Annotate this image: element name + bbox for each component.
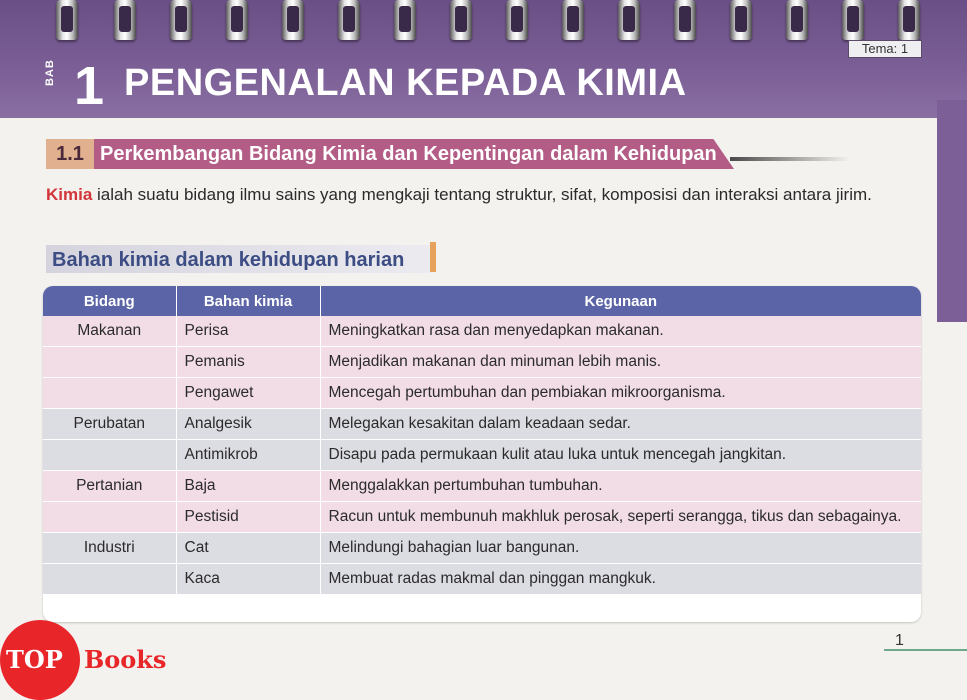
spiral-ring [170,0,192,40]
cell-bahan: Kaca [176,564,320,595]
cell-kegunaan: Meningkatkan rasa dan menyedapkan makanan. [320,316,921,347]
cell-bahan: Perisa [176,316,320,347]
chapter-number: 1 [74,56,105,116]
table-row [43,533,921,564]
cell-kegunaan: Melindungi bahagian luar bangunan. [320,533,921,564]
spiral-ring [786,0,808,40]
subheading-accent [430,242,436,272]
cell-kegunaan: Membuat radas makmal dan pinggan mangkuk. [320,564,921,595]
chemicals-table [43,286,921,622]
cell-kegunaan: Menggalakkan pertumbuhan tumbuhan. [320,471,921,502]
table-row [43,347,921,378]
cell-bahan: Baja [176,471,320,502]
cell-kegunaan: Melegakan kesakitan dalam keadaan sedar. [320,409,921,440]
cell-bidang: Industri [43,533,176,564]
column-header-bahan-kimia: Bahan kimia [176,286,320,316]
spiral-ring [506,0,528,40]
column-header-kegunaan: Kegunaan [320,286,921,316]
cell-bidang: Makanan [43,316,176,347]
table-row [43,409,921,440]
table-header-row [43,286,921,316]
section-bar-tail [730,157,850,161]
spiral-ring [226,0,248,40]
cell-bahan: Cat [176,533,320,564]
table-row [43,502,921,533]
spiral-ring [56,0,78,40]
spiral-ring [730,0,752,40]
table-row [43,316,921,347]
cell-kegunaan: Menjadikan makanan dan minuman lebih manis. [320,347,921,378]
cell-kegunaan: Racun untuk membunuh makhluk perosak, seperti serangga, tikus dan sebagainya. [320,502,921,533]
cell-kegunaan: Mencegah pertumbuhan dan pembiakan mikroorganisma. [320,378,921,409]
cell-bidang: Perubatan [43,409,176,440]
spiral-binding [0,0,967,42]
spiral-ring [282,0,304,40]
table-row [43,440,921,471]
subheading-title: Bahan kimia dalam kehidupan harian [52,249,405,271]
cell-bidang: Pertanian [43,471,176,502]
spiral-ring [450,0,472,40]
spiral-ring [394,0,416,40]
cell-bahan: Pengawet [176,378,320,409]
table-row [43,378,921,409]
cell-bidang [43,347,176,378]
chapter-title: PENGENALAN KEPADA KIMIA [124,62,687,104]
spiral-ring [842,0,864,40]
cell-bidang [43,564,176,595]
spiral-ring [114,0,136,40]
topbooks-logo-top: TOP [6,645,63,674]
spiral-ring [618,0,640,40]
cell-bahan: Pestisid [176,502,320,533]
right-side-band [937,100,967,322]
spiral-ring [562,0,584,40]
bab-label: BAB [44,59,56,86]
page-number: 1 [895,632,904,649]
section-title: Perkembangan Bidang Kimia dan Kepentingan dalam Kehidupan [100,143,717,165]
page-number-line [884,649,967,651]
cell-bidang [43,378,176,409]
cell-kegunaan: Disapu pada permukaan kulit atau luka untuk mencegah jangkitan. [320,440,921,471]
cell-bidang [43,502,176,533]
cell-bahan: Pemanis [176,347,320,378]
spiral-ring [674,0,696,40]
section-number: 1.1 [46,139,94,169]
cell-bidang [43,440,176,471]
topbooks-logo-books: Books [84,645,167,674]
definition-keyword: Kimia [46,185,93,204]
definition-paragraph [46,182,920,207]
table-row [43,471,921,502]
column-header-bidang: Bidang [43,286,176,316]
tema-badge: Tema: 1 [848,40,922,58]
table-row [43,564,921,595]
spiral-ring [898,0,920,40]
spiral-ring [338,0,360,40]
definition-text: ialah suatu bidang ilmu sains yang mengkaji tentang struktur, sifat, komposisi dan interaksi antara jirim. [92,185,872,204]
cell-bahan: Antimikrob [176,440,320,471]
cell-bahan: Analgesik [176,409,320,440]
